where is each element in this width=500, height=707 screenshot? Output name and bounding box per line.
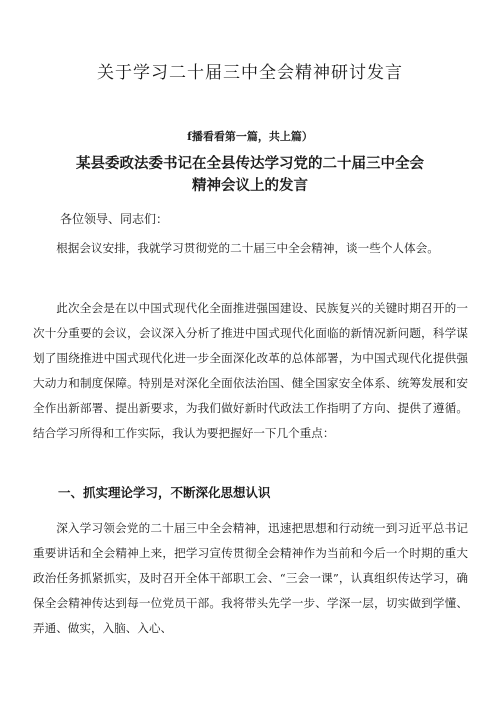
paragraph-intro: 根据会议安排，我就学习贯彻党的二十届三中全会精神，谈一些个人体会。 [56, 241, 439, 255]
series-note: f播看看第一篇，共上篇） [187, 130, 313, 143]
article-title: 某县委政法委书记在全县传达学习党的二十届三中全会精神会议上的发言 [76, 156, 424, 194]
document-title: 关于学习二十届三中全会精神研讨发言 [97, 63, 403, 83]
section-heading: 一、抓实理论学习，不断深化思想认识 [58, 485, 271, 500]
paragraph-context: 此次全会是在以中国式现代化全面推进强国建设、民族复兴的关键时期召开的一次十分重要的会议，会议深入分析了推进中国式现代化面临的新情况新问题，科学谋划了围绕推进中国式现代化进一步全面深化改革的总体部署，为中国式现代化提供强大动力和制度保障。特别是对深化全面依法治国、健全国家安全体系、统筹发展和安全作出新部署、提出新要求，为我们做好新时代政法工作指明了方向、提供了遵循。结合学习所得和工作实际，我认为要把握好一下几个重点： [33, 301, 468, 440]
greeting: 各位领导、同志们： [60, 212, 169, 226]
section-paragraph: 深入学习领会党的二十届三中全会精神，迅速把思想和行动统一到习近平总书记重要讲话和全会精神上来，把学习宣传贯彻全会精神作为当前和今后一个时期的重大政治任务抓紧抓实，及时召开全体干部职工会、“三会一课”，认真组织传达学习，确保全会精神传达到每一位党员干部。我将带头先学一步、学深一层，切实做到学懂、弄通、做实，入脑、入心、 [33, 521, 468, 635]
